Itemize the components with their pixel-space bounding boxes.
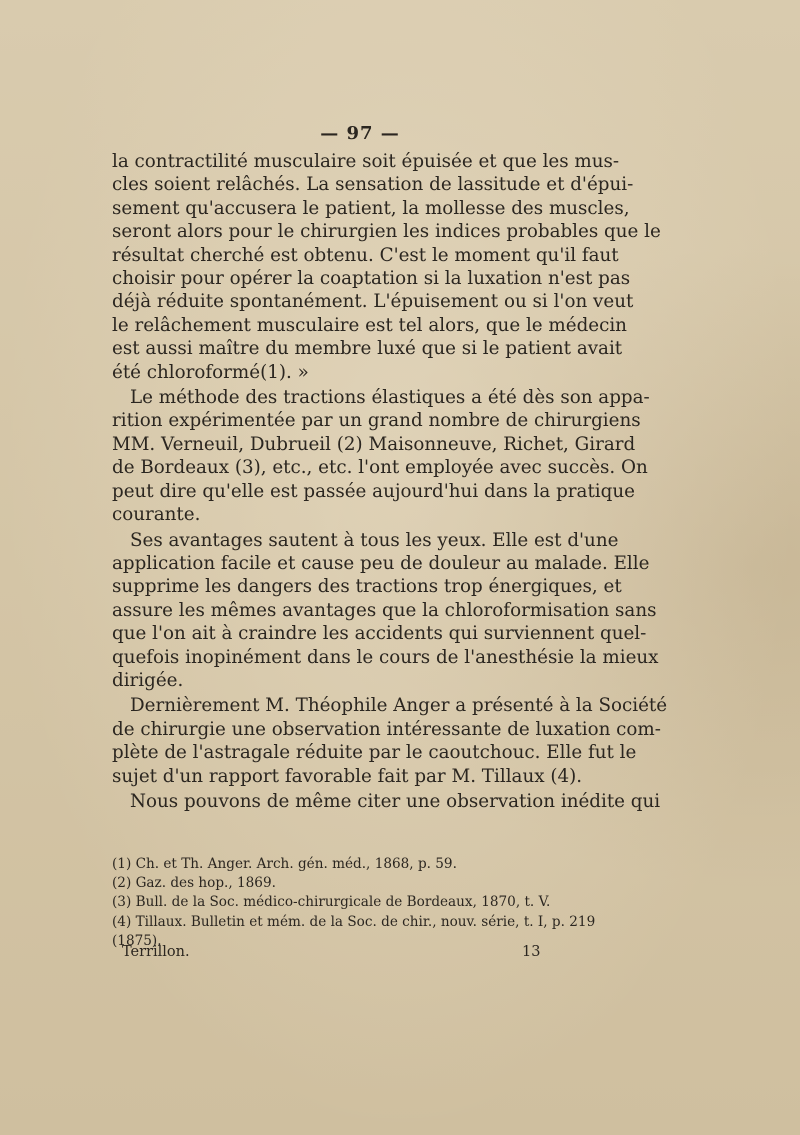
- text-line: la contractilité musculaire soit épuisée et que les mus-: [112, 151, 620, 172]
- footnote-4-continued: (1875).: [112, 932, 162, 949]
- text-line: est aussi maître du membre luxé que si le patient avait: [112, 338, 623, 360]
- text-line: Dernièrement M. Théophile Anger a présenté à la Société: [130, 695, 668, 717]
- text-line: dirigée.: [112, 669, 184, 691]
- text-line: seront alors pour le chirurgien les indices probables que le: [112, 221, 661, 243]
- footnote-1: (1) Ch. et Th. Anger. Arch. gén. méd., 1868, p. 59.: [112, 856, 457, 872]
- text-line: assure les mêmes avantages que la chloroformisation sans: [112, 599, 657, 621]
- text-line: supprime les dangers des tractions trop énergiques, et: [112, 576, 622, 598]
- text-line: sujet d'un rapport favorable fait par M. Tillaux (4).: [112, 765, 583, 787]
- page-number: — 97 —: [320, 123, 400, 144]
- text-line: que l'on ait à craindre les accidents qui surviennent quel-: [112, 623, 647, 645]
- paragraph-5: [112, 790, 661, 813]
- text-line: quefois inopinément dans le cours de l'anesthésie la mieux: [112, 646, 659, 668]
- signature-author: Terrillon.: [122, 944, 190, 960]
- text-line: déjà réduite spontanément. L'épuisement ou si l'on veut: [112, 291, 634, 313]
- footnote-4: (4) Tillaux. Bulletin et mém. de la Soc. de chir., nouv. série, t. I, p. 219: [112, 913, 596, 930]
- paragraph-3: [112, 529, 659, 693]
- paragraph-1: [112, 150, 661, 384]
- text-line: cles soient relâchés. La sensation de lassitude et d'épui-: [112, 174, 634, 196]
- text-line: courante.: [112, 504, 201, 526]
- text-line: été chloroformé(1). »: [112, 361, 309, 383]
- footnote-2: (2) Gaz. des hop., 1869.: [112, 875, 276, 892]
- text-line: choisir pour opérer la coaptation si la luxation n'est pas: [112, 268, 631, 290]
- paragraph-2: [112, 386, 650, 526]
- footnote-3: (3) Bull. de la Soc. médico-chirurgicale de Bordeaux, 1870, t. V.: [112, 894, 551, 911]
- text-line: Le méthode des tractions élastiques a été dès son appa-: [130, 387, 650, 409]
- text-line: MM. Verneuil, Dubrueil (2) Maisonneuve, Richet, Girard: [112, 433, 636, 455]
- paragraph-4: [112, 694, 668, 788]
- text-line: sement qu'accusera le patient, la mollesse des muscles,: [112, 197, 630, 219]
- text-line: application facile et cause peu de douleur au malade. Elle: [112, 552, 650, 574]
- text-line: de chirurgie une observation intéressante de luxation com-: [112, 718, 661, 740]
- text-line: Ses avantages sautent à tous les yeux. Elle est d'une: [130, 529, 619, 551]
- text-line: rition expérimentée par un grand nombre de chirurgiens: [112, 410, 641, 432]
- body-text: [112, 150, 668, 813]
- text-line: Nous pouvons de même citer une observation inédite qui: [130, 790, 661, 812]
- footnotes: [112, 855, 616, 951]
- text-line: plète de l'astragale réduite par le caoutchouc. Elle fut le: [112, 742, 637, 764]
- sheet-number: 13: [522, 944, 541, 960]
- text-line: peut dire qu'elle est passée aujourd'hui dans la pratique: [112, 480, 635, 502]
- text-line: résultat cherché est obtenu. C'est le moment qu'il faut: [112, 244, 619, 266]
- text-line: de Bordeaux (3), etc., etc. l'ont employée avec succès. On: [112, 457, 648, 479]
- text-line: le relâchement musculaire est tel alors, que le médecin: [112, 314, 627, 336]
